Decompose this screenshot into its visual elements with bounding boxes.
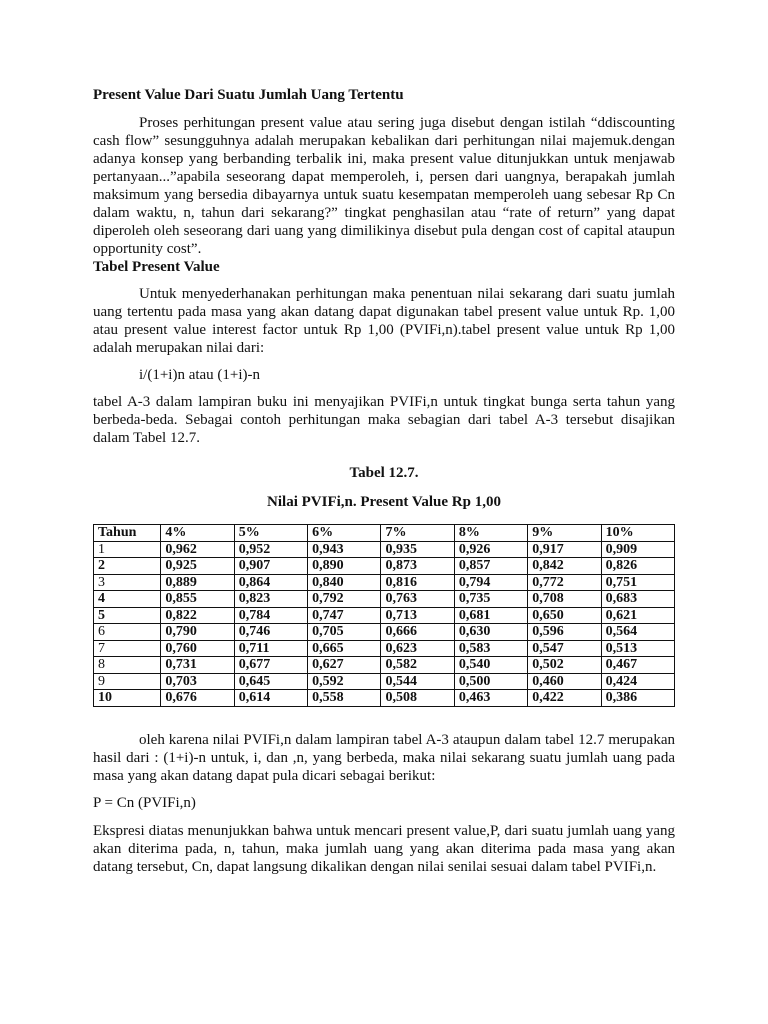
table-value-cell: 0,873 — [381, 558, 454, 575]
table-value-cell: 0,826 — [601, 558, 674, 575]
table-value-cell: 0,596 — [528, 624, 601, 641]
table-value-cell: 0,822 — [161, 607, 234, 624]
table-value-cell: 0,731 — [161, 657, 234, 674]
table-value-cell: 0,614 — [234, 690, 307, 707]
paragraph-expression-explanation: Ekspresi diatas menunjukkan bahwa untuk mencari present value,P, dari suatu jumlah uang yang akan diterima pada, n, tahun, maka jumlah uang yang akan diterima pada masa yang akan datang tersebut, Cn, dapat langsung dikalikan dengan nilai senilai sesuai dalam tabel PVIFi,n. — [93, 822, 675, 875]
table-row — [94, 624, 675, 641]
table-value-cell: 0,857 — [454, 558, 527, 575]
table-value-cell: 0,747 — [308, 607, 381, 624]
paragraph-tabel-intro: Untuk menyederhanakan perhitungan maka penentuan nilai sekarang dari suatu jumlah uang tertentu pada masa yang akan datang dapat digunakan tabel present value untuk Rp. 1,00 atau present value interest factor untuk Rp 1,00 (PVIFi,n).tabel present value untuk Rp 1,00 adalah merupakan nilai dari: — [93, 286, 675, 356]
section-heading-present-value: Present Value Dari Suatu Jumlah Uang Tertentu — [93, 87, 404, 103]
table-value-cell: 0,840 — [308, 574, 381, 591]
table-value-cell: 0,935 — [381, 541, 454, 558]
table-row — [94, 673, 675, 690]
table-value-cell: 0,583 — [454, 640, 527, 657]
document-body — [93, 86, 675, 876]
table-year-cell: 3 — [94, 574, 161, 591]
table-caption-title: Nilai PVIFi,n. Present Value Rp 1,00 — [267, 494, 501, 510]
formula-pvif: i/(1+i)n atau (1+i)-n — [139, 367, 261, 383]
table-value-cell: 0,502 — [528, 657, 601, 674]
table-value-cell: 0,711 — [234, 640, 307, 657]
section-heading-tabel-present-value: Tabel Present Value — [93, 259, 220, 275]
table-header-cell: Tahun — [94, 525, 161, 542]
table-header-cell: 9% — [528, 525, 601, 542]
table-value-cell: 0,645 — [234, 673, 307, 690]
table-value-cell: 0,650 — [528, 607, 601, 624]
table-value-cell: 0,513 — [601, 640, 674, 657]
table-value-cell: 0,760 — [161, 640, 234, 657]
table-value-cell: 0,926 — [454, 541, 527, 558]
table-value-cell: 0,467 — [601, 657, 674, 674]
table-value-cell: 0,703 — [161, 673, 234, 690]
table-value-cell: 0,508 — [381, 690, 454, 707]
table-value-cell: 0,705 — [308, 624, 381, 641]
table-header-cell: 7% — [381, 525, 454, 542]
table-value-cell: 0,763 — [381, 591, 454, 608]
table-value-cell: 0,463 — [454, 690, 527, 707]
table-body — [94, 541, 675, 706]
table-value-cell: 0,630 — [454, 624, 527, 641]
table-value-cell: 0,683 — [601, 591, 674, 608]
table-value-cell: 0,422 — [528, 690, 601, 707]
table-value-cell: 0,842 — [528, 558, 601, 575]
table-year-cell: 1 — [94, 541, 161, 558]
table-value-cell: 0,665 — [308, 640, 381, 657]
table-value-cell: 0,460 — [528, 673, 601, 690]
paragraph-present-value-intro: Proses perhitungan present value atau sering juga disebut dengan istilah “ddiscounting cash flow” sesungguhnya adalah merupakan kebalikan dari perhitungan nilai majemuk.dengan adanya konsep yang berbanding terbalik ini, maka present value ditunjukkan untuk menjawab pertanyaan...”apabila seseorang dapat memperoleh, i, persen dari uangnya, berapakah jumlah maksimum yang bersedia dibayarnya untuk suatu kesempatan memperoleh uang sebesar Rp Cn dalam waktu, n, tahun dari sekarang?” tingkat penghasilan atau “rate of return” yang dapat diperoleh oleh seseorang dari uang yang dimilikinya disebut pula dengan cost of capital ataupun opportunity cost”. — [93, 115, 675, 257]
table-value-cell: 0,735 — [454, 591, 527, 608]
table-value-cell: 0,500 — [454, 673, 527, 690]
table-value-cell: 0,890 — [308, 558, 381, 575]
table-value-cell: 0,751 — [601, 574, 674, 591]
table-value-cell: 0,792 — [308, 591, 381, 608]
formula-present-value: P = Cn (PVIFi,n) — [93, 794, 196, 811]
table-header-row — [94, 525, 675, 542]
table-row — [94, 657, 675, 674]
table-value-cell: 0,540 — [454, 657, 527, 674]
paragraph-pvif-explanation: oleh karena nilai PVIFi,n dalam lampiran tabel A-3 ataupun dalam tabel 12.7 merupakan hasil dari : (1+i)-n untuk, i, dan ,n, yang berbeda, maka nilai sekarang suatu jumlah uang pada masa yang akan datang dapat pula dicari sebagai berikut: — [93, 731, 675, 784]
table-value-cell: 0,864 — [234, 574, 307, 591]
table-row — [94, 607, 675, 624]
table-row — [94, 574, 675, 591]
table-value-cell: 0,677 — [234, 657, 307, 674]
table-value-cell: 0,564 — [601, 624, 674, 641]
table-row — [94, 558, 675, 575]
table-value-cell: 0,889 — [161, 574, 234, 591]
table-value-cell: 0,772 — [528, 574, 601, 591]
table-header-cell: 8% — [454, 525, 527, 542]
table-value-cell: 0,925 — [161, 558, 234, 575]
table-value-cell: 0,823 — [234, 591, 307, 608]
table-year-cell: 4 — [94, 591, 161, 608]
table-value-cell: 0,855 — [161, 591, 234, 608]
paragraph-tabel-a3: tabel A-3 dalam lampiran buku ini menyajikan PVIFi,n untuk tingkat bunga serta tahun yang berbeda-beda. Sebagai contoh perhitungan maka sebagian dari tabel A-3 tersebut disajikan dalam Tabel 12.7. — [93, 394, 675, 446]
table-year-cell: 10 — [94, 690, 161, 707]
table-year-cell: 8 — [94, 657, 161, 674]
table-year-cell: 6 — [94, 624, 161, 641]
table-value-cell: 0,952 — [234, 541, 307, 558]
table-value-cell: 0,917 — [528, 541, 601, 558]
table-value-cell: 0,713 — [381, 607, 454, 624]
table-header-cell: 5% — [234, 525, 307, 542]
table-value-cell: 0,621 — [601, 607, 674, 624]
table-value-cell: 0,794 — [454, 574, 527, 591]
table-row — [94, 640, 675, 657]
table-value-cell: 0,746 — [234, 624, 307, 641]
table-year-cell: 2 — [94, 558, 161, 575]
table-value-cell: 0,708 — [528, 591, 601, 608]
table-value-cell: 0,909 — [601, 541, 674, 558]
table-caption-number: Tabel 12.7. — [349, 465, 419, 481]
table-value-cell: 0,962 — [161, 541, 234, 558]
table-value-cell: 0,666 — [381, 624, 454, 641]
table-value-cell: 0,424 — [601, 673, 674, 690]
table-value-cell: 0,592 — [308, 673, 381, 690]
table-value-cell: 0,582 — [381, 657, 454, 674]
table-year-cell: 7 — [94, 640, 161, 657]
table-value-cell: 0,627 — [308, 657, 381, 674]
table-value-cell: 0,816 — [381, 574, 454, 591]
table-row — [94, 690, 675, 707]
table-header-cell: 6% — [308, 525, 381, 542]
table-value-cell: 0,547 — [528, 640, 601, 657]
table-value-cell: 0,943 — [308, 541, 381, 558]
table-value-cell: 0,558 — [308, 690, 381, 707]
table-value-cell: 0,386 — [601, 690, 674, 707]
table-row — [94, 541, 675, 558]
table-value-cell: 0,544 — [381, 673, 454, 690]
table-value-cell: 0,681 — [454, 607, 527, 624]
table-value-cell: 0,623 — [381, 640, 454, 657]
table-header-cell: 10% — [601, 525, 674, 542]
table-row — [94, 591, 675, 608]
table-value-cell: 0,790 — [161, 624, 234, 641]
table-year-cell: 9 — [94, 673, 161, 690]
table-value-cell: 0,907 — [234, 558, 307, 575]
pvif-table — [93, 524, 675, 707]
table-value-cell: 0,676 — [161, 690, 234, 707]
table-year-cell: 5 — [94, 607, 161, 624]
table-value-cell: 0,784 — [234, 607, 307, 624]
table-header-cell: 4% — [161, 525, 234, 542]
